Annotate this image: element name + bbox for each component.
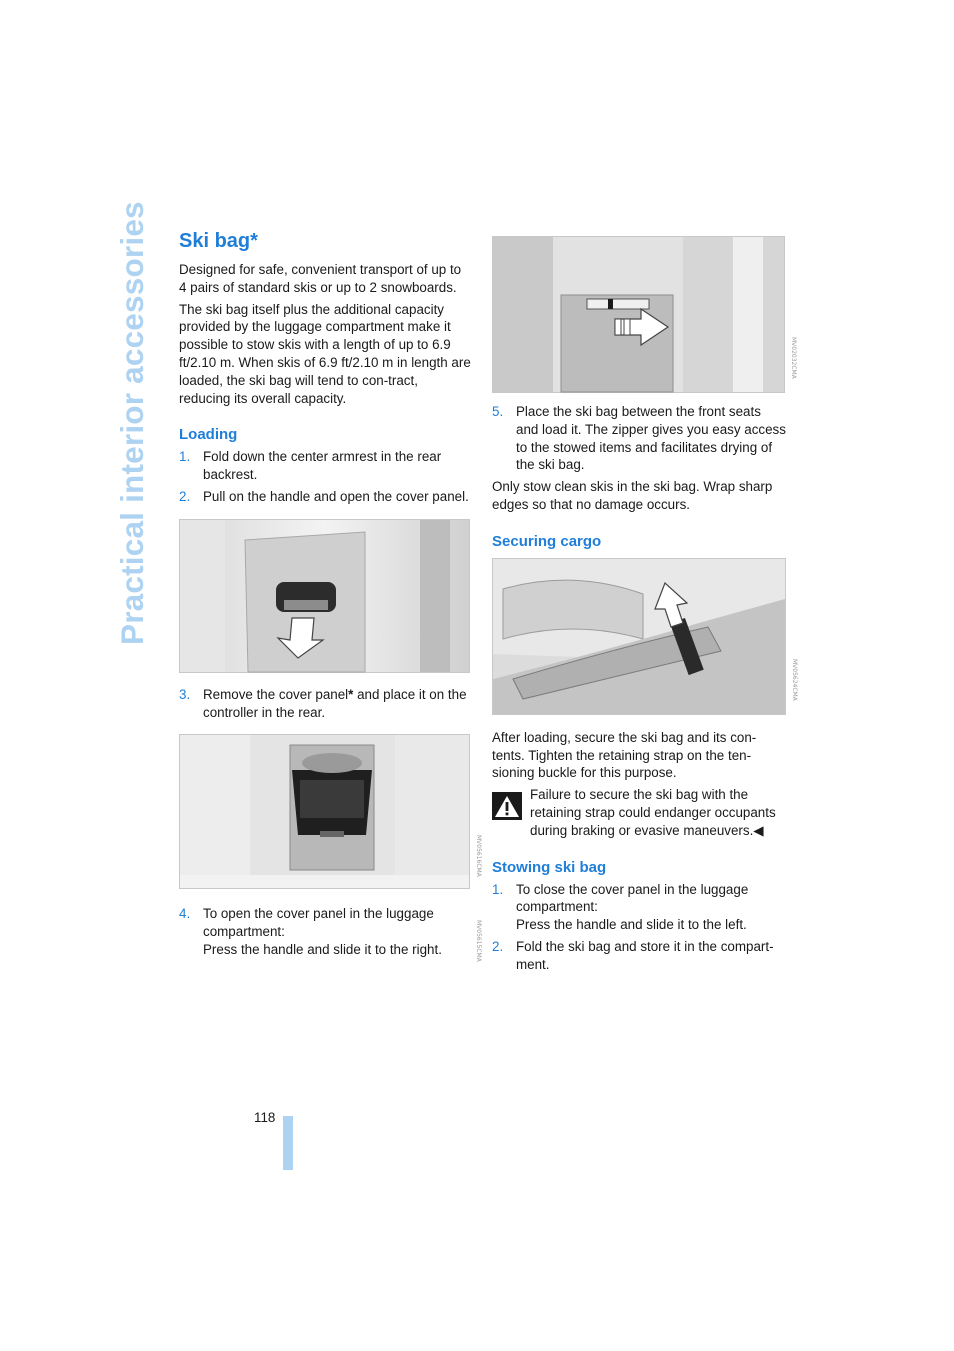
loading-heading: Loading <box>179 426 238 444</box>
figure-code: MV02032CMA <box>790 337 797 379</box>
loading-step-3 <box>179 686 471 722</box>
step-number: 2. <box>179 488 191 504</box>
stow-note: Only stow clean skis in the ski bag. Wrap sharp edges so that no damage occurs. <box>492 479 773 512</box>
step-text: Pull on the handle and open the cover panel. <box>203 488 469 504</box>
loading-step-4 <box>179 905 471 958</box>
step-text: To open the cover panel in the luggage compartment: <box>203 906 434 940</box>
step-number: 1. <box>179 449 191 465</box>
securing-heading: Securing cargo <box>492 532 602 550</box>
right-column <box>492 236 798 978</box>
stowing-heading: Stowing ski bag <box>492 858 607 876</box>
step-text-part: and place it on the controller in the rear. <box>203 686 467 720</box>
step-text: Place the ski bag between the front seats and load it. The zipper gives you easy access to the stowed items and facilitates drying of the ski bag. <box>516 404 786 473</box>
stowing-step-2 <box>492 938 786 974</box>
figure-code: MV05615CMA <box>475 919 482 962</box>
loading-step-2 <box>179 488 471 506</box>
step-number: 3. <box>179 686 191 702</box>
page-title: Ski bag* <box>179 230 258 252</box>
step-subtext: Press the handle and slide it to the right. <box>203 941 442 957</box>
warning-triangle-icon <box>492 792 522 820</box>
step-number: 5. <box>492 404 504 419</box>
step-number: 2. <box>492 938 504 954</box>
step-text: To close the cover panel in the luggage compartment: <box>516 881 749 915</box>
page-marker-bar <box>283 1116 293 1170</box>
warning-note <box>492 786 786 839</box>
left-column <box>179 228 482 963</box>
optional-equipment-star: * <box>348 686 354 702</box>
intro-paragraph-2: The ski bag itself plus the additional capacity provided by the luggage compartment make it possible to stow skis with a length of up to 6.9 ft/2.10 m. When skis of 6.9 ft/2.10 m in length are loaded, the ski bag will tend to con-tract, reducing its overall capacity. <box>179 301 471 406</box>
figure-luggage-panel <box>492 236 797 393</box>
warning-text: Failure to secure the ski bag with the retaining strap could endanger occupants during braking or evasive maneuvers.◀ <box>530 787 776 838</box>
loading-step-5 <box>492 403 786 474</box>
step-number: 4. <box>179 906 191 922</box>
step-subtext: Press the handle and slide it to the left. <box>516 917 747 933</box>
figure-cover-panel-removed <box>179 734 482 889</box>
securing-text: After loading, secure the ski bag and its con-tents. Tighten the retaining strap on the ten-sioning buckle for this purpose. <box>492 729 757 781</box>
stowing-step-1 <box>492 881 786 934</box>
step-text-part: Remove the cover panel <box>203 686 349 702</box>
loading-step-1 <box>179 448 471 484</box>
step-number: 1. <box>492 881 504 897</box>
figure-code: MV05616CMA <box>475 835 482 878</box>
step-text: Fold down the center armrest in the rear backrest. <box>203 449 442 483</box>
page-number: 118 <box>254 1110 276 1125</box>
step-text <box>203 687 467 720</box>
step-text: Fold the ski bag and store it in the compart-ment. <box>516 938 774 972</box>
figure-code: MV05624CMA <box>791 658 798 701</box>
figure-securing-strap <box>492 558 798 715</box>
intro-paragraph-1: Designed for safe, convenient transport of up to 4 pairs of standard skis or up to 2 snowboards. <box>179 262 462 295</box>
side-section-title: Practical interior accessories <box>114 201 150 645</box>
